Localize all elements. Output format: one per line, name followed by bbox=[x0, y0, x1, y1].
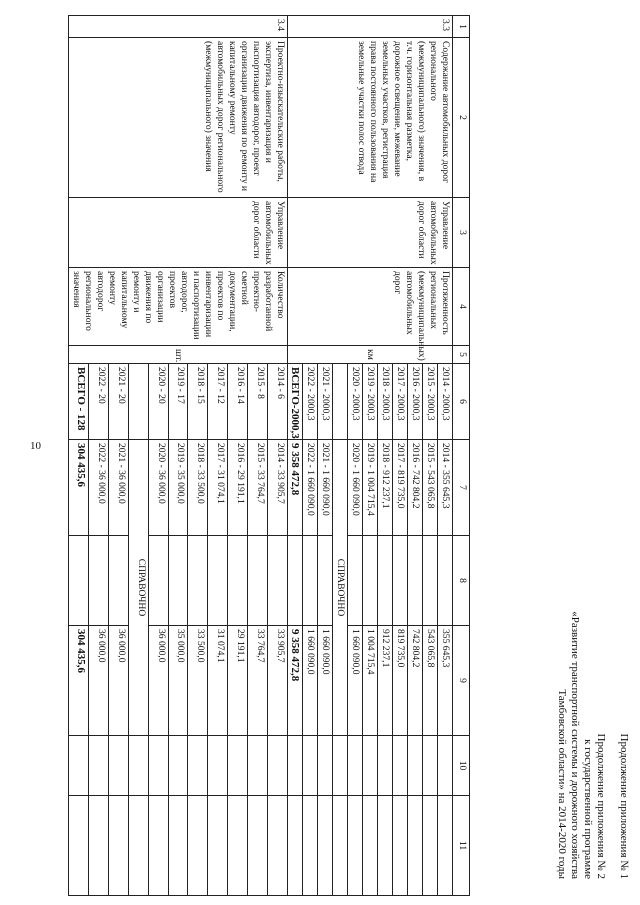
row-3-4-col9: 36 000,0 bbox=[88, 626, 108, 736]
row-3-3-col11 bbox=[363, 796, 378, 896]
row-3-4-col9: 33 500,0 bbox=[188, 626, 208, 736]
row-3-3-year-value: 2016 - 2000,3 bbox=[408, 364, 423, 440]
row-3-4-year-value: 2018 - 15 bbox=[188, 364, 208, 440]
row-3-4-col7: 2014 - 33 905,7 bbox=[268, 440, 288, 536]
row-3-3-col11 bbox=[318, 796, 333, 896]
row-3-4-year-value: 2019 - 17 bbox=[168, 364, 188, 440]
row-3-3-total-col7: 9 358 472,8 bbox=[288, 440, 303, 536]
row-3-3-year-value: 2022 - 2000,3 bbox=[303, 364, 318, 440]
row-3-4-col11 bbox=[128, 796, 148, 896]
row-3-3-col11 bbox=[423, 796, 438, 896]
row-3-4-unit: шт. bbox=[69, 346, 288, 364]
row-3-4-col10 bbox=[228, 736, 248, 796]
row-3-3-total-col9: 9 358 472,8 bbox=[288, 626, 303, 736]
row-3-3-col7: 2019 - 1 004 715,4 bbox=[363, 440, 378, 536]
row-3-3-col10 bbox=[348, 736, 363, 796]
row-3-4-total-label: ВСЕГО - 128 bbox=[69, 364, 89, 440]
row-3-3-col10 bbox=[393, 736, 408, 796]
row-3-3-col11 bbox=[378, 796, 393, 896]
row-3-3-col7: 2021 - 1 660 090,0 bbox=[318, 440, 333, 536]
col-num-9: 9 bbox=[453, 626, 470, 736]
col-num-6: 6 bbox=[453, 364, 470, 440]
column-number-row bbox=[453, 16, 470, 896]
row-3-3-col10 bbox=[333, 736, 348, 796]
row-3-3-col9: 912 237,1 bbox=[378, 626, 393, 736]
row-3-3-col10 bbox=[318, 736, 333, 796]
row-3-3-col10 bbox=[288, 736, 303, 796]
row-3-4-col11 bbox=[188, 796, 208, 896]
row-3-3-col11 bbox=[333, 796, 348, 896]
row-3-4-col10 bbox=[128, 736, 148, 796]
row-3-4-col7: 2018 - 33 500,0 bbox=[188, 440, 208, 536]
row-3-4-year-value: 2016 - 14 bbox=[228, 364, 248, 440]
row-3-3-col8 bbox=[303, 536, 318, 626]
row-3-3-col11 bbox=[348, 796, 363, 896]
col-num-8: 8 bbox=[453, 536, 470, 626]
row-3-4-total-col9: 304 435,6 bbox=[69, 626, 89, 736]
row-3-3-col8 bbox=[318, 536, 333, 626]
row-3-4-col10 bbox=[248, 736, 268, 796]
row-3-4-col10 bbox=[188, 736, 208, 796]
row-3-3-col11 bbox=[408, 796, 423, 896]
row-3-3-sprav-empty bbox=[333, 364, 348, 440]
row-3-3-col7: 2016 - 742 804,2 bbox=[408, 440, 423, 536]
row-3-3-col9: 1 660 090,0 bbox=[303, 626, 318, 736]
row-3-4-col9: 31 074,1 bbox=[208, 626, 228, 736]
row-3-4-col7: 2017 - 31 074,1 bbox=[208, 440, 228, 536]
row-3-4-sprav-empty bbox=[128, 364, 148, 440]
row-3-3-col11 bbox=[288, 796, 303, 896]
row-3-3-col10 bbox=[423, 736, 438, 796]
table-row bbox=[438, 16, 453, 896]
row-3-4-col8 bbox=[88, 536, 108, 626]
row-3-3-col10 bbox=[303, 736, 318, 796]
header-line-5: Тамбовской области» на 2014-2020 годы bbox=[556, 689, 568, 879]
row-3-3-year-value: 2015 - 2000,3 bbox=[423, 364, 438, 440]
row-3-3-col8 bbox=[423, 536, 438, 626]
row-3-3-col8 bbox=[288, 536, 303, 626]
row-3-4-col7: 2020 - 36 000,0 bbox=[148, 440, 168, 536]
row-3-3-year-value: 2019 - 2000,3 bbox=[363, 364, 378, 440]
row-3-3-col11 bbox=[393, 796, 408, 896]
row-3-3-name: Содержание автомобильных дорог регионального (межмуниципального) значения, в т.ч. горизонтальная разметка, дорожное освещение, межевание земельных участков, регистрация права постоянного пользования на земельные участки полос отвода bbox=[288, 38, 453, 198]
program-table bbox=[68, 15, 470, 896]
row-3-3-col9: 819 735,0 bbox=[393, 626, 408, 736]
row-3-3-year-value: 2021 - 2000,3 bbox=[318, 364, 333, 440]
row-3-4-col11 bbox=[69, 796, 89, 896]
row-3-4-indicator: Количество разработанной проектно-сметной документации, проектов по инвентаризации и паспортизации автодорог, проектов организации движения по ремонту и капитальному ремонту автодорог регионального значения bbox=[69, 268, 288, 346]
row-3-4-year-value: 2015 - 8 bbox=[248, 364, 268, 440]
row-3-4-col7: 2015 - 33 764,7 bbox=[248, 440, 268, 536]
col-num-7: 7 bbox=[453, 440, 470, 536]
row-3-3-col8 bbox=[348, 536, 363, 626]
row-3-3-col8 bbox=[438, 536, 453, 626]
row-3-4-total-col7: 304 435,6 bbox=[69, 440, 89, 536]
row-3-3-col9: 355 645,3 bbox=[438, 626, 453, 736]
row-3-3-number: 3.3 bbox=[288, 16, 453, 38]
row-3-4-col10 bbox=[69, 736, 89, 796]
row-3-4-col11 bbox=[168, 796, 188, 896]
row-3-4-col11 bbox=[248, 796, 268, 896]
row-3-3-col7: 2018 - 912 237,1 bbox=[378, 440, 393, 536]
document-header bbox=[555, 611, 630, 879]
col-num-1: 1 bbox=[453, 16, 470, 38]
header-line-3: к государственной программе bbox=[582, 739, 594, 879]
row-3-4-name: Проектно-изыскательские работы, экспертиза, инвентаризация и паспортизация автодорог, проект организации движения по ремонту и капитальному ремонту автомобильных дорог регионального (межмуниципального) значения bbox=[69, 38, 288, 198]
page-number: 10 bbox=[30, 440, 41, 452]
row-3-3-col7: 2017 - 819 735,0 bbox=[393, 440, 408, 536]
row-3-3-spravochno: СПРАВОЧНО bbox=[333, 440, 348, 736]
row-3-4-col8 bbox=[69, 536, 89, 626]
row-3-4-col7: 2021 - 36 000,0 bbox=[108, 440, 128, 536]
row-3-4-col10 bbox=[268, 736, 288, 796]
row-3-4-col10 bbox=[168, 736, 188, 796]
row-3-4-col11 bbox=[228, 796, 248, 896]
row-3-4-col7: 2016 - 29 191,1 bbox=[228, 440, 248, 536]
row-3-4-year-value: 2014 - 6 bbox=[268, 364, 288, 440]
row-3-4-col8 bbox=[208, 536, 228, 626]
row-3-4-number: 3.4 bbox=[69, 16, 288, 38]
row-3-4-col9: 36 000,0 bbox=[108, 626, 128, 736]
row-3-4-col10 bbox=[108, 736, 128, 796]
row-3-4-col8 bbox=[108, 536, 128, 626]
row-3-4-year-value: 2022 - 20 bbox=[88, 364, 108, 440]
col-num-11: 11 bbox=[453, 796, 470, 896]
row-3-4-col11 bbox=[148, 796, 168, 896]
row-3-3-col9: 1 660 090,0 bbox=[318, 626, 333, 736]
row-3-4-col8 bbox=[268, 536, 288, 626]
row-3-3-col8 bbox=[393, 536, 408, 626]
row-3-4-spravochno: СПРАВОЧНО bbox=[128, 440, 148, 736]
row-3-4-col9: 33 764,7 bbox=[248, 626, 268, 736]
row-3-3-col11 bbox=[438, 796, 453, 896]
row-3-4-col10 bbox=[88, 736, 108, 796]
col-num-4: 4 bbox=[453, 268, 470, 346]
row-3-3-col10 bbox=[363, 736, 378, 796]
row-3-3-indicator: Протяженность региональных (межмуниципальных) автомобильных дорог bbox=[288, 268, 453, 346]
row-3-3-col7: 2020 - 1 660 090,0 bbox=[348, 440, 363, 536]
row-3-3-col10 bbox=[438, 736, 453, 796]
row-3-3-col9: 1 660 090,0 bbox=[348, 626, 363, 736]
row-3-3-col7: 2015 - 543 065,8 bbox=[423, 440, 438, 536]
row-3-3-col9: 1 004 715,4 bbox=[363, 626, 378, 736]
row-3-4-col8 bbox=[188, 536, 208, 626]
row-3-3-col8 bbox=[408, 536, 423, 626]
row-3-4-col9: 36 000,0 bbox=[148, 626, 168, 736]
row-3-4-col8 bbox=[148, 536, 168, 626]
row-3-4-year-value: 2017 - 12 bbox=[208, 364, 228, 440]
row-3-3-year-value: 2017 - 2000,3 bbox=[393, 364, 408, 440]
row-3-3-executor: Управление автомобильных дорог области bbox=[288, 198, 453, 268]
row-3-4-col8 bbox=[228, 536, 248, 626]
row-3-4-col10 bbox=[208, 736, 228, 796]
row-3-4-col7: 2022 - 36 000,0 bbox=[88, 440, 108, 536]
row-3-3-col10 bbox=[408, 736, 423, 796]
row-3-4-year-value: 2020 - 20 bbox=[148, 364, 168, 440]
row-3-3-col8 bbox=[363, 536, 378, 626]
row-3-3-unit: км bbox=[288, 346, 453, 364]
row-3-4-col9: 29 191,1 bbox=[228, 626, 248, 736]
row-3-4-col8 bbox=[248, 536, 268, 626]
header-line-1: Продолжение приложения № 1 bbox=[618, 733, 630, 879]
col-num-3: 3 bbox=[453, 198, 470, 268]
row-3-4-col11 bbox=[88, 796, 108, 896]
row-3-3-year-value: 2020 - 2000,3 bbox=[348, 364, 363, 440]
table-row bbox=[268, 16, 288, 896]
row-3-4-col8 bbox=[168, 536, 188, 626]
row-3-3-total-label: ВСЕГО-2000,3 bbox=[288, 364, 303, 440]
row-3-3-col10 bbox=[378, 736, 393, 796]
row-3-4-executor: Управление автомобильных дорог области bbox=[69, 198, 288, 268]
row-3-4-col9: 33 905,7 bbox=[268, 626, 288, 736]
row-3-3-col7: 2022 - 1 660 090,0 bbox=[303, 440, 318, 536]
row-3-4-col11 bbox=[268, 796, 288, 896]
row-3-4-year-value: 2021 - 20 bbox=[108, 364, 128, 440]
row-3-4-col11 bbox=[208, 796, 228, 896]
row-3-3-col9: 543 065,8 bbox=[423, 626, 438, 736]
row-3-3-col9: 742 804,2 bbox=[408, 626, 423, 736]
row-3-4-col11 bbox=[108, 796, 128, 896]
col-num-10: 10 bbox=[453, 736, 470, 796]
row-3-3-col8 bbox=[378, 536, 393, 626]
row-3-3-year-value: 2014 - 2000,3 bbox=[438, 364, 453, 440]
col-num-2: 2 bbox=[453, 38, 470, 198]
header-line-4: «Развитие транспортной системы и дорожного хозяйства bbox=[569, 611, 581, 879]
row-3-3-col11 bbox=[303, 796, 318, 896]
row-3-3-year-value: 2018 - 2000,3 bbox=[378, 364, 393, 440]
col-num-5: 5 bbox=[453, 346, 470, 364]
row-3-4-col7: 2019 - 35 000,0 bbox=[168, 440, 188, 536]
row-3-4-col9: 35 000,0 bbox=[168, 626, 188, 736]
row-3-4-col10 bbox=[148, 736, 168, 796]
header-line-2: Продолжение приложения № 2 bbox=[595, 733, 607, 879]
row-3-3-col7: 2014 - 355 645,3 bbox=[438, 440, 453, 536]
